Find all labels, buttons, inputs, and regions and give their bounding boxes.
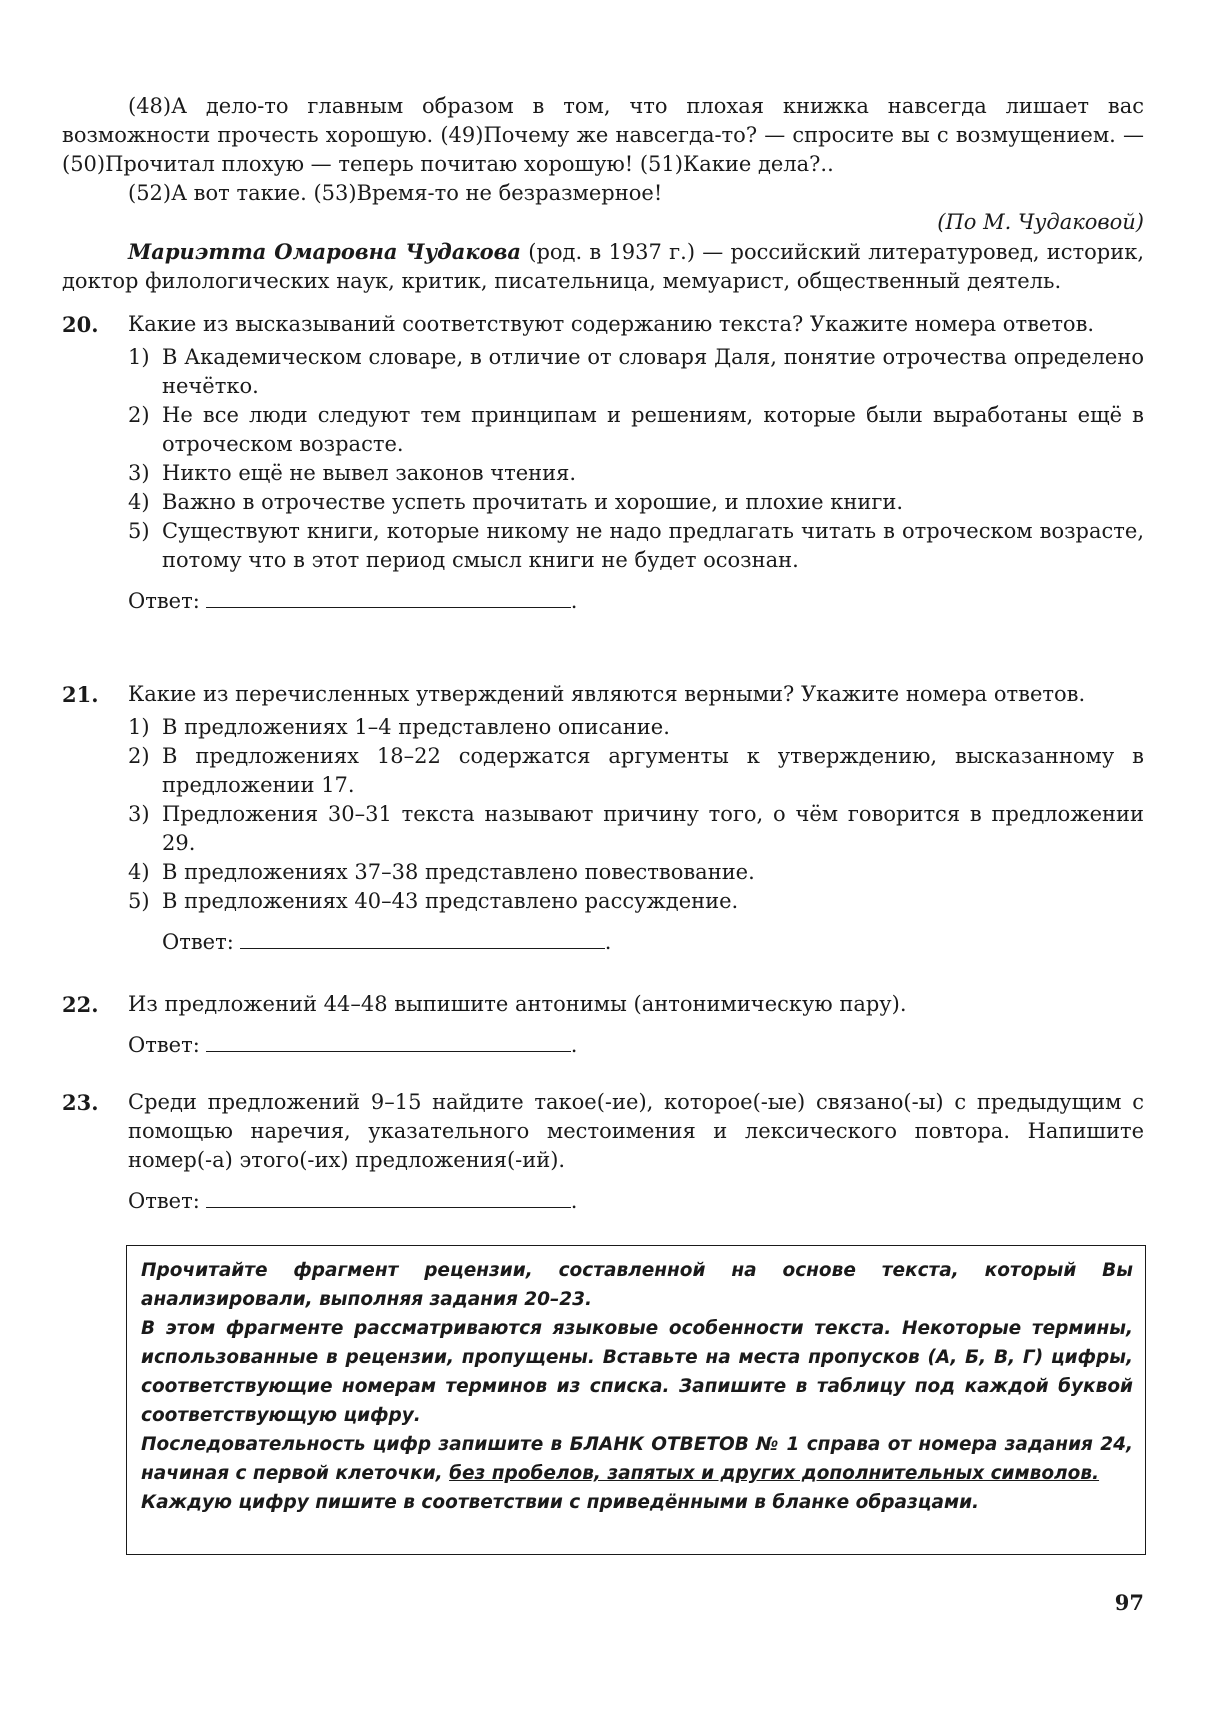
instruction-paragraph-1: Прочитайте фрагмент рецензии, составленной на основе текста, который Вы анализировали, выполняя задания 20–23. [141, 1260, 1133, 1310]
instruction-underlined-text: без пробелов, запятых и других дополнительных символов. [449, 1463, 1100, 1484]
task-question: Какие из высказываний соответствуют содержанию текста? Укажите номера ответов. [128, 312, 1095, 336]
task-20 [62, 310, 1144, 616]
option-number: 4) [128, 860, 150, 884]
option-text: Не все люди следуют тем принципам и решениям, которые были выработаны ещё в отроческом возрасте. [162, 403, 1144, 456]
author-name: Мариэтта Омаровна Чудакова [128, 239, 521, 264]
answer-field: Ответ: . [128, 1189, 578, 1213]
option-text: В Академическом словаре, в отличие от словаря Даля, понятие отрочества определено нечётко. [162, 345, 1144, 398]
instruction-text: Последовательность цифр запишите в БЛАНК ОТВЕТОВ № 1 справа от номера задания 24, начиная с первой клеточки, [141, 1434, 1133, 1484]
option-text: Предложения 30–31 текста называют причину того, о чём говорится в предложении 29. [162, 802, 1144, 855]
option-number: 3) [128, 802, 150, 826]
option-item [128, 459, 1144, 488]
text-excerpt [62, 92, 1144, 296]
answer-blank[interactable] [240, 928, 605, 949]
option-item [128, 517, 1144, 575]
answer-blank[interactable] [206, 587, 571, 608]
option-text: В предложениях 1–4 представлено описание. [162, 715, 670, 739]
option-number: 1) [128, 715, 150, 739]
task-number: 22. [62, 992, 99, 1017]
option-number: 1) [128, 345, 150, 369]
option-text: В предложениях 40–43 представлено рассуждение. [162, 889, 739, 913]
answer-blank[interactable] [206, 1031, 571, 1052]
task-question: Из предложений 44–48 выпишите антонимы (антонимическую пару). [128, 992, 907, 1016]
answer-field: Ответ: . [162, 930, 612, 954]
option-text: Никто ещё не вывел законов чтения. [162, 461, 577, 485]
option-item [128, 401, 1144, 459]
option-item [128, 488, 1144, 517]
option-text: Существуют книги, которые никому не надо предлагать читать в отроческом возрасте, потому что в этот период смысл книги не будет осознан. [162, 519, 1144, 572]
instruction-box [126, 1245, 1146, 1555]
option-number: 4) [128, 490, 150, 514]
task-question: Среди предложений 9–15 найдите такое(-ие), которое(-ые) связано(-ы) с предыдущим с помощью наречия, указательного местоимения и лексического повтора. Напишите номер(-а) этого(-их) предложения(-ий). [128, 1090, 1144, 1172]
answer-label: Ответ: [128, 589, 200, 613]
task-number: 21. [62, 682, 99, 707]
option-text: В предложениях 18–22 содержатся аргументы к утверждению, высказанному в предложении 17. [162, 744, 1144, 797]
option-item [128, 800, 1144, 858]
excerpt-paragraph-1: (48)А дело-то главным образом в том, что плохая книжка навсегда лишает вас возможности прочесть хорошую. (49)Почему же навсегда-то? — спросите вы с возмущением. — (50)Прочитал плохую — теперь почитаю хорошую! (51)Какие дела?.. [62, 94, 1144, 176]
instruction-paragraph-4: Каждую цифру пишите в соответствии с приведёнными в бланке образцами. [141, 1492, 980, 1513]
option-number: 5) [128, 889, 150, 913]
answer-label: Ответ: [128, 1189, 200, 1213]
answer-options [128, 713, 1144, 916]
answer-label: Ответ: [128, 1033, 200, 1057]
option-number: 2) [128, 744, 150, 768]
instruction-paragraph-3 [141, 1430, 1133, 1488]
option-item [128, 858, 1144, 887]
source-attribution: (По М. Чудаковой) [937, 210, 1144, 234]
answer-field: Ответ: . [128, 1033, 578, 1057]
task-question: Какие из перечисленных утверждений являются верными? Укажите номера ответов. [128, 682, 1086, 706]
answer-options [128, 343, 1144, 575]
option-item [128, 343, 1144, 401]
task-number: 20. [62, 312, 99, 337]
task-number: 23. [62, 1090, 99, 1115]
author-bio [62, 237, 1144, 296]
answer-blank[interactable] [206, 1187, 571, 1208]
author-bio-text: (род. в 1937 г.) — российский литературовед, историк, доктор филологических наук, критик, писательница, мемуарист, общественный деятель. [62, 240, 1144, 293]
option-text: В предложениях 37–38 представлено повествование. [162, 860, 755, 884]
page-number: 97 [1114, 1590, 1144, 1615]
option-item [128, 742, 1144, 800]
option-number: 5) [128, 519, 150, 543]
task-23 [62, 1088, 1144, 1216]
option-text: Важно в отрочестве успеть прочитать и хорошие, и плохие книги. [162, 490, 904, 514]
task-21 [62, 680, 1144, 957]
option-item [128, 713, 1144, 742]
task-22 [62, 990, 1144, 1060]
answer-field: Ответ: . [128, 589, 578, 613]
answer-label: Ответ: [162, 930, 234, 954]
option-number: 2) [128, 403, 150, 427]
option-number: 3) [128, 461, 150, 485]
excerpt-paragraph-2: (52)А вот такие. (53)Время-то не безразмерное! [128, 181, 663, 205]
option-item [128, 887, 1144, 916]
instruction-paragraph-2: В этом фрагменте рассматриваются языковые особенности текста. Некоторые термины, использованные в рецензии, пропущены. Вставьте на места пропусков (А, Б, В, Г) цифры, соответствующие номерам терминов из списка. Запишите в таблицу под каждой буквой соответствующую цифру. [141, 1318, 1133, 1426]
